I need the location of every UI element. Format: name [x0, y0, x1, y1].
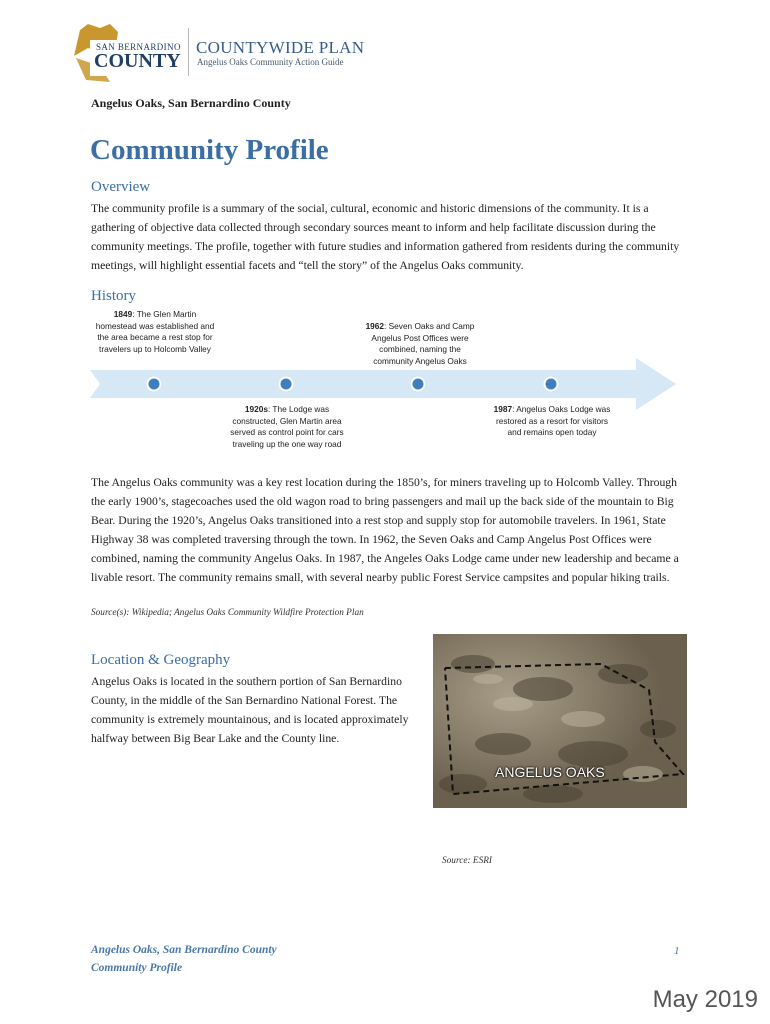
logo-line2: COUNTY	[94, 50, 181, 72]
location-paragraph: Angelus Oaks is located in the southern portion of San Bernardino County, in the middle of the San Bernardino National Forest. The community is extremely mountainous, and is located approximately halfway between Big Bear Lake and the County line.	[91, 675, 409, 745]
overview-heading: Overview	[91, 179, 151, 195]
history-heading: History	[91, 288, 136, 304]
footer-line1: Angelus Oaks, San Bernardino County	[91, 944, 277, 956]
map-source: Source: ESRI	[442, 856, 492, 866]
event-year: 1849	[113, 309, 133, 319]
event-text: : Angelus Oaks Lodge was restored as a resort for visitors and remains open today	[495, 404, 611, 437]
event-text: : Seven Oaks and Camp Angelus Post Offices were combined, naming the community Angelus Oaks	[371, 321, 475, 366]
event-text: : The Glen Martin homestead was established and the area became a rest stop for travelers up to Holcomb Valley	[95, 309, 215, 354]
plan-subtitle: Angelus Oaks Community Action Guide	[197, 57, 344, 67]
header-divider	[188, 28, 189, 76]
logo-line1: SAN BERNARDINO	[96, 42, 181, 52]
timeline-event-1987	[490, 404, 614, 439]
event-year: 1962	[365, 321, 385, 331]
aerial-map	[433, 634, 687, 808]
history-paragraph: The Angelus Oaks community was a key rest location during the 1850’s, for miners traveling up to Holcomb Valley. Through the early 1900’s, stagecoaches used the old wagon road to bring passengers and mail up the back side of the mountain to Big Bear. During the 1920’s, Angelus Oaks transitioned into a rest stop and supply stop for automobile travelers. In 1961, State Highway 38 was completed traversing through the town. In 1962, the Seven Oaks and Camp Angelus Post Offices were combined, naming the community Angelus Oaks. In 1987, the Angeles Oaks Lodge came under new leadership and became a livable resort. The community remains small, with several nearby public Forest Service campsites and popular hiking trails.	[91, 476, 679, 584]
timeline-dot-1962	[412, 378, 425, 391]
timeline-dot-1920s	[280, 378, 293, 391]
map-label: ANGELUS OAKS	[495, 764, 605, 780]
timeline-event-1849	[94, 309, 216, 355]
plan-title: COUNTYWIDE PLAN	[196, 38, 365, 57]
timeline-dot-1849	[148, 378, 161, 391]
timeline-event-1962	[358, 321, 482, 367]
history-source: Source(s): Wikipedia; Angelus Oaks Community Wildfire Protection Plan	[91, 608, 364, 618]
overview-paragraph: The community profile is a summary of the social, cultural, economic and historic dimensions of the community. It is a gathering of objective data collected through secondary sources meant to inform and help facilitate discussion during the community meetings. The profile, together with future studies and information gathered from residents during the community meetings, will highlight essential facets and “tell the story” of the Angelus Oaks community.	[91, 202, 680, 272]
timeline-dot-1987	[545, 378, 558, 391]
date-stamp: May 2019	[652, 986, 758, 1013]
satellite-map-image	[433, 634, 687, 808]
event-text: : The Lodge was constructed, Glen Martin area served as control point for cars traveling up the one way road	[230, 404, 344, 449]
timeline-event-1920s	[226, 404, 348, 450]
page-title: Community Profile	[90, 134, 329, 166]
county-logo	[70, 22, 181, 82]
event-year: 1920s	[244, 404, 268, 414]
page-number: 1	[674, 945, 680, 957]
event-year: 1987	[493, 404, 513, 414]
eyebrow-location: Angelus Oaks, San Bernardino County	[91, 96, 291, 110]
footer-line2: Community Profile	[91, 962, 183, 974]
location-heading: Location & Geography	[91, 652, 231, 668]
